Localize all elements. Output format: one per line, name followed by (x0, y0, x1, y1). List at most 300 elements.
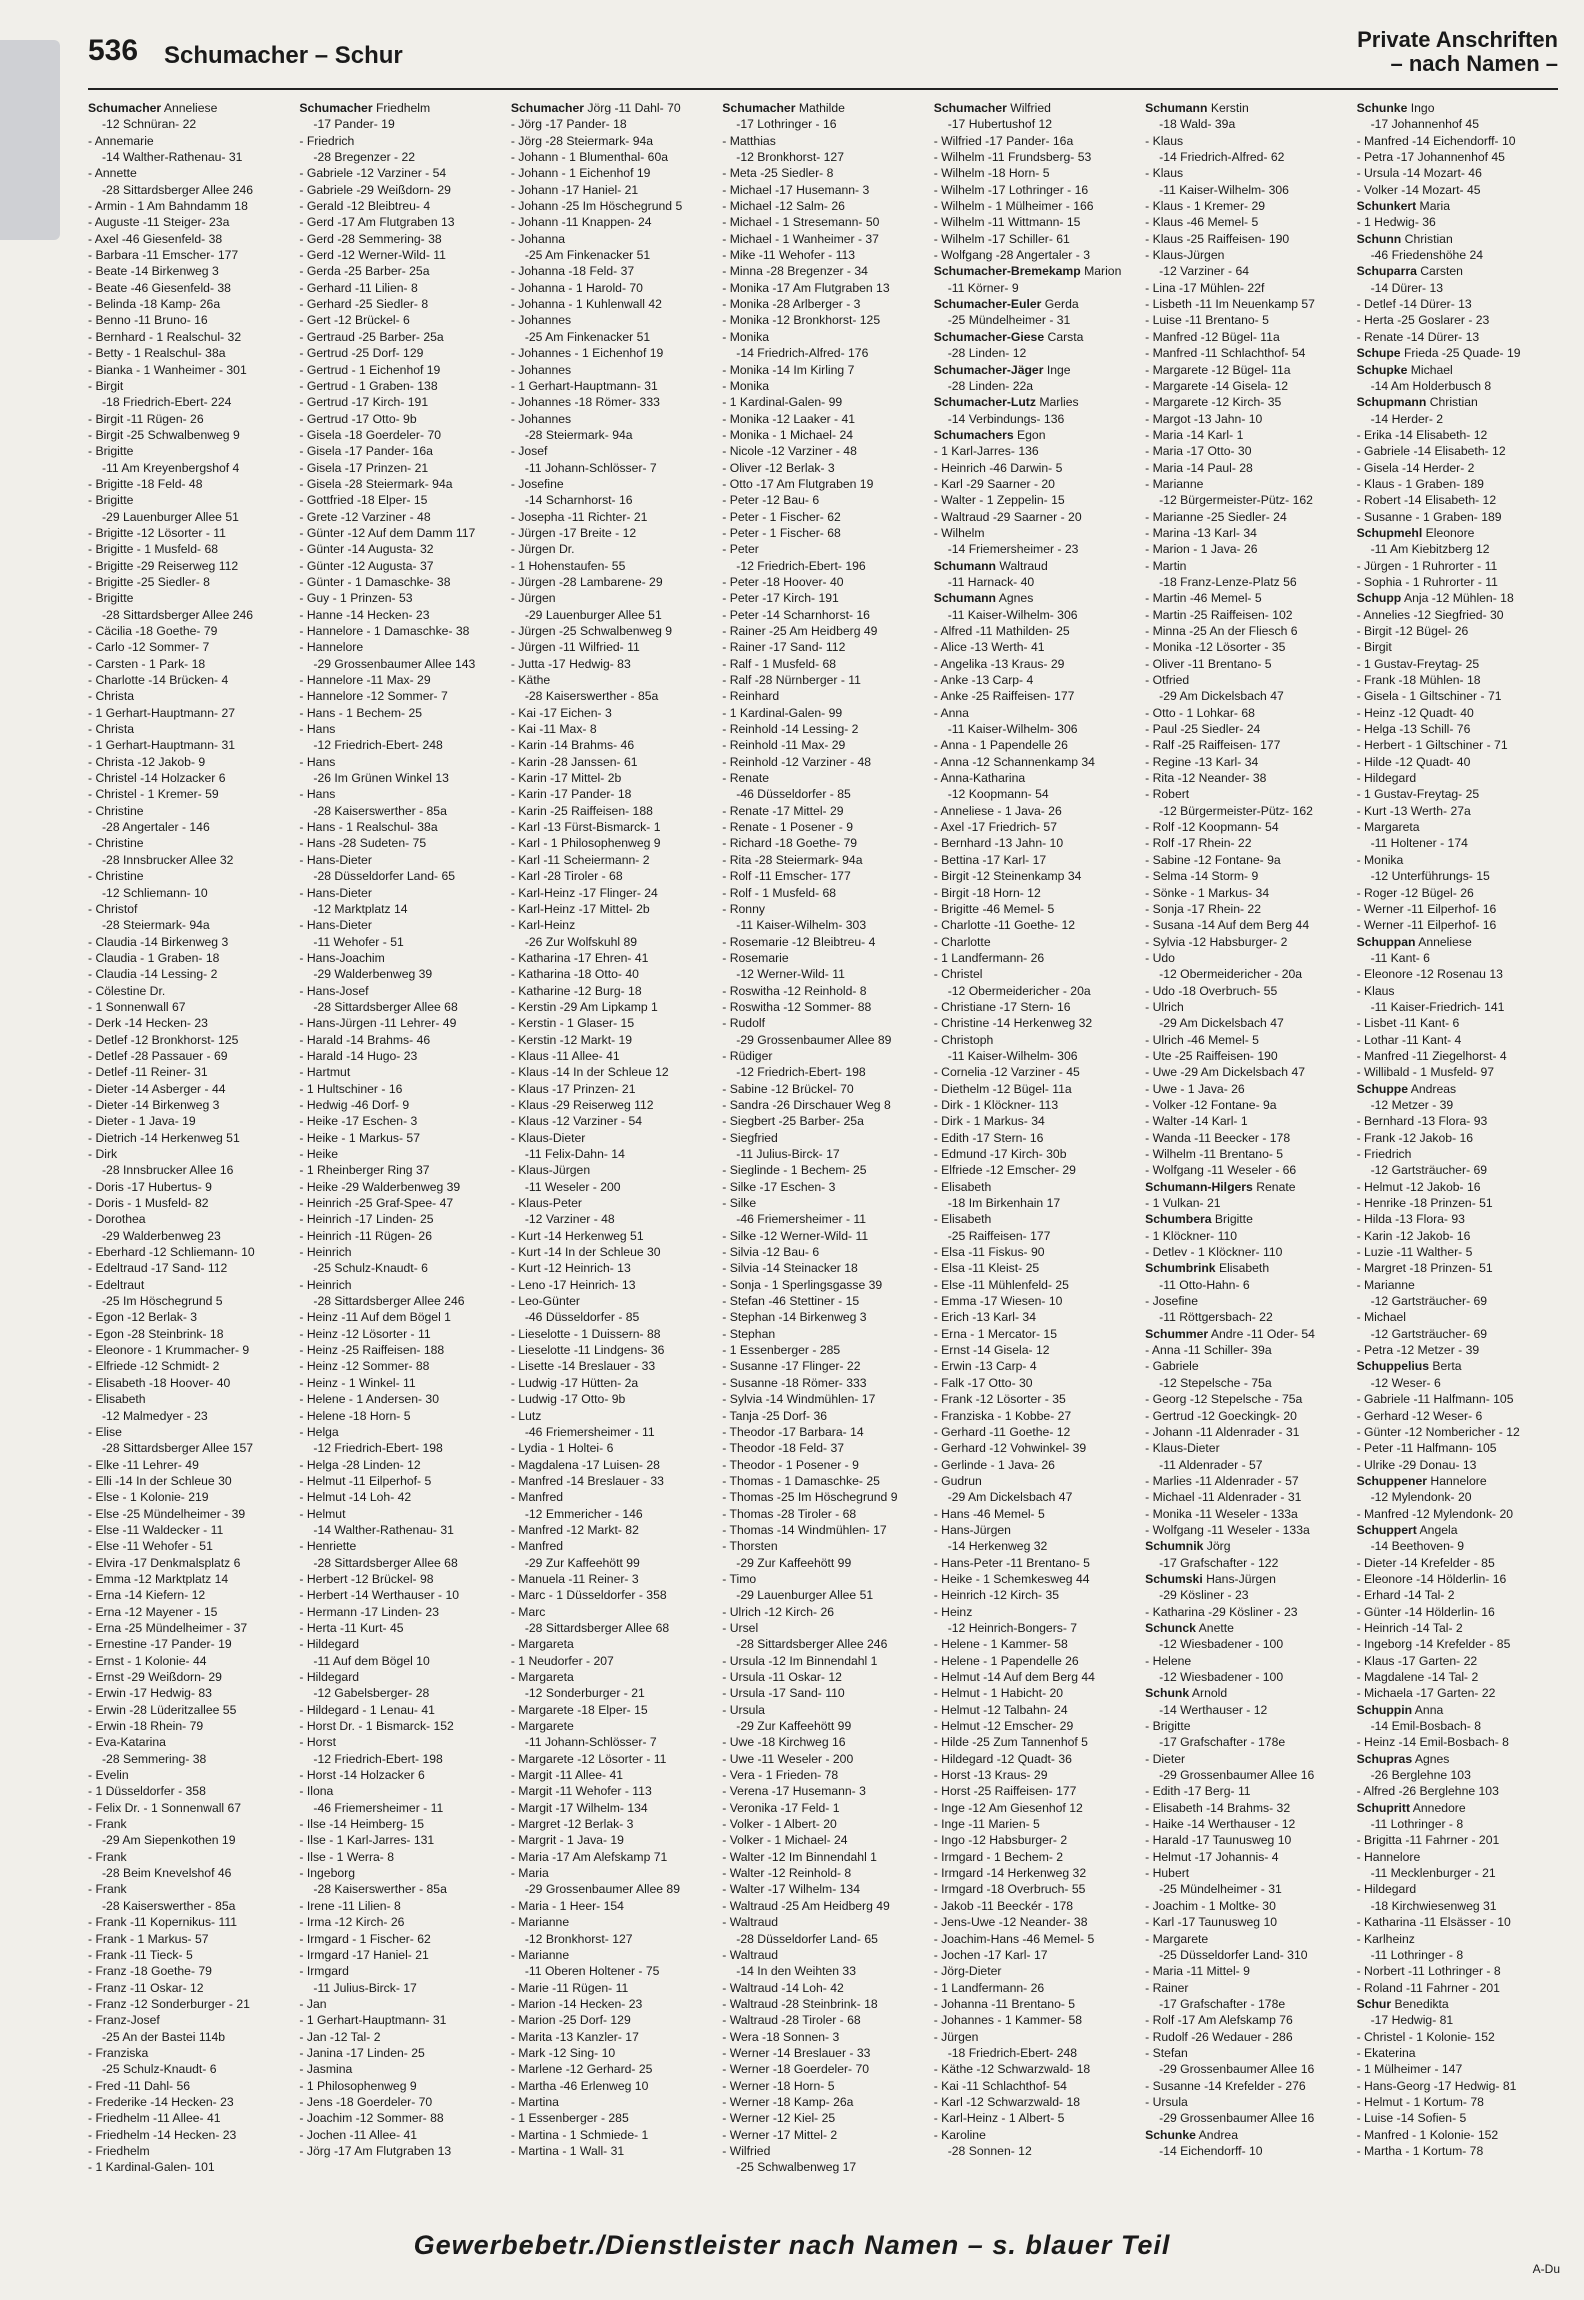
directory-line: - Johannes - 1 Kammer- 58 (933, 2013, 1083, 2028)
directory-line: -11 Kant- 6 (1370, 950, 1430, 965)
directory-line: - Hans-Joachim (299, 950, 385, 965)
directory-line: - Rolf -17 Rhein- 22 (1145, 836, 1252, 851)
directory-line: - 1 Landfermann- 26 (933, 950, 1045, 965)
directory-line: -25 Düsseldorfer Land- 310 (1159, 1947, 1308, 1962)
directory-line: - Kai -17 Eichen- 3 (510, 705, 612, 720)
directory-column (1357, 100, 1558, 2180)
surname: Schumacher-Euler (933, 297, 1042, 312)
directory-line: -11 Mecklenburger - 21 (1370, 1866, 1496, 1881)
directory-line: - Roswitha -12 Reinhold- 8 (722, 983, 867, 998)
directory-line: - Siegbert -25 Barber- 25a (722, 1114, 864, 1129)
surname-entry (1357, 1800, 1558, 1816)
directory-line: - Dieter -14 Asberger - 44 (88, 1081, 226, 1096)
given-name: Anette (1195, 1620, 1234, 1635)
given-name: Renate (1252, 1179, 1296, 1194)
directory-line: -14 In den Weihten 33 (736, 1964, 856, 1979)
directory-line: - Heinrich -46 Darwin- 5 (933, 460, 1063, 475)
given-name: Marion (1080, 264, 1122, 279)
directory-line: - Wilhelm (933, 525, 985, 540)
directory-line: - Benno -11 Bruno- 16 (88, 313, 208, 328)
directory-line: - Herbert - 1 Giltschiner - 71 (1356, 738, 1508, 753)
directory-line: - Klaus -46 Memel- 5 (1145, 215, 1259, 230)
directory-line: - Hans (299, 722, 336, 737)
directory-line: - Hartmut (299, 1065, 351, 1080)
directory-line: -11 Kaiser-Wilhelm- 306 (1159, 182, 1289, 197)
directory-line: -28 Sittardsberger Allee 68 (313, 999, 458, 1014)
directory-line: - Heinrich (299, 1277, 352, 1292)
directory-line: - Johann -17 Haniel- 21 (510, 182, 639, 197)
directory-line: - Kai -11 Max- 8 (510, 722, 597, 737)
footer-corner-mark: A-Du (1532, 2262, 1560, 2276)
surname: Schupras (1356, 1751, 1413, 1766)
directory-line: - Gertrud -17 Otto- 9b (299, 411, 417, 426)
directory-line: -12 Friedrich-Ebert- 196 (736, 558, 866, 573)
directory-line: - Monika -14 Im Kirling 7 (722, 362, 855, 377)
directory-line: -29 Walderbenweg 23 (102, 1228, 221, 1243)
directory-line: - Helmut - 1 Habicht- 20 (933, 1686, 1064, 1701)
directory-line: - Frank -12 Lösorter - 35 (933, 1392, 1066, 1407)
directory-line: -12 Obermeidericher - 20a (947, 983, 1091, 998)
directory-line: - Hans-Dieter (299, 852, 372, 867)
directory-line: -11 Kaiser-Wilhelm- 306 (947, 1048, 1078, 1063)
given-name: Waltraud (996, 558, 1048, 573)
directory-line: - Peter (722, 542, 759, 557)
surname: Schunk (1145, 1686, 1190, 1701)
directory-line: - Helga -28 Linden- 12 (299, 1457, 421, 1472)
directory-line: - Gerhard -12 Vohwinkel- 39 (933, 1441, 1087, 1456)
directory-line: - Manfred -11 Ziegelhorst- 4 (1356, 1048, 1507, 1063)
directory-line: - Franz -11 Oskar- 12 (88, 1980, 204, 1995)
directory-line: - Wilhelm -11 Brentano- 5 (1145, 1147, 1284, 1161)
directory-line: - Hans-Jürgen -11 Lehrer- 49 (299, 1016, 457, 1031)
directory-line: - Uwe - 1 Java- 26 (1145, 1081, 1245, 1096)
directory-line: - Gertraud -25 Barber- 25a (299, 329, 444, 344)
directory-line: - Waltraud -14 Loh- 42 (722, 1980, 844, 1995)
directory-line: -11 Johann-Schlösser- 7 (524, 1735, 657, 1750)
directory-line: - Otfried (1145, 673, 1190, 688)
directory-line: - Wolfgang -11 Weseler - 133a (1145, 1522, 1310, 1537)
directory-line: -28 Innsbrucker Allee 16 (102, 1163, 234, 1178)
section-title-line2: – nach Namen – (1390, 51, 1558, 76)
directory-line: - Ursula (1145, 2094, 1188, 2109)
directory-line: - Rolf - 1 Musfeld- 68 (722, 885, 837, 900)
directory-line: - Irmgard -14 Herkenweg 32 (933, 1866, 1087, 1881)
directory-line: - Doris - 1 Musfeld- 82 (88, 1196, 209, 1211)
directory-line: - Jakob -11 Beeckér - 178 (933, 1898, 1074, 1913)
directory-line: - Werner -11 Eilperhof- 16 (1356, 918, 1497, 933)
surname: Schunke (1145, 2127, 1196, 2142)
directory-line: - Kurt -13 Werth- 27a (1356, 803, 1471, 818)
directory-line: - Gerhard -12 Weser- 6 (1356, 1408, 1483, 1423)
directory-line: -14 Walther-Rathenau- 31 (313, 1522, 454, 1537)
directory-line: - Johann -11 Aldenrader - 31 (1145, 1424, 1300, 1439)
surname: Schumnik (1145, 1539, 1204, 1554)
directory-line: - Gertrud - 1 Graben- 138 (299, 378, 438, 393)
surname-entry (934, 100, 1135, 116)
directory-line: - Haike -14 Werthauser - 12 (1145, 1817, 1296, 1832)
directory-line: - Magdalene -14 Tal- 2 (1356, 1670, 1479, 1684)
directory-line: -29 Zur Kaffeehött 99 (524, 1555, 640, 1570)
directory-line: -11 Am Kiebitzberg 12 (1370, 542, 1490, 557)
directory-line: - Hanne -14 Hecken- 23 (299, 607, 430, 622)
directory-line: - Bernhard -13 Jahn- 10 (933, 836, 1064, 851)
section-title (1357, 28, 1558, 76)
directory-line: - Margareta (510, 1670, 574, 1684)
directory-line: - Klaus-Dieter (510, 1130, 586, 1145)
directory-line: - Wilfried (722, 2143, 771, 2158)
directory-line: - Erich -13 Karl- 34 (933, 1310, 1036, 1325)
directory-line: - Paul -25 Siedler- 24 (1145, 722, 1261, 737)
directory-line: - Jens -18 Goerdeler- 70 (299, 2094, 433, 2109)
directory-line: - Johannes (510, 411, 572, 426)
directory-line: - Egon -12 Berlak- 3 (88, 1310, 198, 1325)
directory-line: - Selma -14 Storm- 9 (1145, 869, 1259, 884)
directory-line: - Diethelm -12 Bügel- 11a (933, 1081, 1072, 1096)
surname: Schumacher-Jäger (933, 362, 1044, 377)
directory-line: -11 Lothringer - 8 (1370, 1817, 1464, 1832)
directory-line: - Thomas - 1 Damaschke- 25 (722, 1473, 880, 1488)
directory-line: - Waltraud -29 Saarner - 20 (933, 509, 1082, 524)
directory-line: - Christine -14 Herkenweg 32 (933, 1016, 1093, 1031)
directory-line: - Michael -12 Salm- 26 (722, 199, 845, 214)
directory-line: - Karl -29 Saarner - 20 (933, 476, 1055, 491)
directory-line: - Brigitte -25 Siedler- 8 (88, 574, 210, 589)
directory-line: - Rolf -17 Am Alefskamp 76 (1145, 2013, 1293, 2028)
directory-line: -18 Franz-Lenze-Platz 56 (1159, 574, 1297, 589)
directory-line: -28 Kaiserswerther - 85a (102, 1898, 236, 1913)
directory-line: - Manfred -11 Schlachthof- 54 (1145, 346, 1306, 361)
directory-line: - Beate -46 Giesenfeld- 38 (88, 280, 231, 295)
directory-line: - Heike -17 Eschen- 3 (299, 1114, 418, 1129)
directory-line: - Michael -11 Aldenrader - 31 (1145, 1490, 1302, 1505)
directory-line: - Karl - 1 Philosophenweg 9 (510, 836, 661, 851)
directory-line: -11 Holtener - 174 (1370, 836, 1468, 851)
directory-line: - Günter - 1 Damaschke- 38 (299, 574, 451, 589)
directory-line: -12 Friedrich-Ebert- 198 (313, 1751, 443, 1766)
directory-line: - Silke -17 Eschen- 3 (722, 1179, 836, 1194)
directory-line: - Josefine (1145, 1294, 1198, 1309)
surname-entry (934, 427, 1135, 443)
directory-line: - Ulrich (1145, 999, 1184, 1014)
directory-line: - Klaus -11 Allee- 41 (510, 1048, 620, 1063)
directory-line: - Hilde -12 Quadt- 40 (1356, 754, 1471, 769)
directory-line: -29 Zur Kaffeehött 99 (736, 1555, 852, 1570)
directory-line: - Gertrud -25 Dorf- 129 (299, 346, 424, 361)
directory-line: - Erna -12 Mayener - 15 (88, 1604, 218, 1619)
directory-line: - Dieter -14 Birkenweg 3 (88, 1097, 220, 1112)
given-name: Brigitte (1211, 1212, 1253, 1227)
directory-line: - Werner -18 Goerdeler- 70 (722, 2062, 870, 2077)
directory-line: - Frank (88, 1817, 127, 1832)
directory-line: - Helga (299, 1424, 339, 1439)
directory-line: - Peter -11 Halfmann- 105 (1356, 1441, 1497, 1456)
directory-line: -29 Am Dickelsbach 47 (947, 1490, 1073, 1505)
directory-line: - Siegfried (722, 1130, 778, 1145)
directory-line: - Margarete -18 Elper- 15 (510, 1702, 648, 1717)
surname-entry (722, 100, 923, 116)
surname: Schupmehl (1356, 525, 1423, 540)
page-range: Schumacher – Schur (164, 42, 403, 69)
directory-line: - Hildegard (1356, 771, 1417, 786)
directory-line: - Irene -11 Lilien- 8 (299, 1898, 401, 1913)
directory-line: - Joachim - 1 Moltke- 30 (1145, 1898, 1276, 1913)
directory-line: - Minna -28 Bregenzer - 34 (722, 264, 868, 279)
directory-line: - Günter -14 Augusta- 32 (299, 542, 434, 557)
directory-line: - Ursula -12 Im Binnendahl 1 (722, 1653, 878, 1668)
given-name: Christian (1401, 231, 1453, 246)
directory-line: -29 Kösliner - 23 (1159, 1588, 1249, 1603)
directory-line: - Ernst -29 Weißdorn- 29 (88, 1670, 222, 1684)
surname: Schumann (933, 558, 997, 573)
directory-line: -18 Kirchwiesenweg 31 (1370, 1898, 1497, 1913)
directory-line: - Stephan -14 Birkenweg 3 (722, 1310, 867, 1325)
surname: Schupp (1356, 591, 1402, 606)
directory-line: - Luise -11 Brentano- 5 (1145, 313, 1269, 328)
directory-line: - Georg -12 Stepelsche - 75a (1145, 1392, 1303, 1407)
directory-line: - Dirk - 1 Markus- 34 (933, 1114, 1045, 1129)
directory-line: - Sabine -12 Fontane- 9a (1145, 852, 1281, 867)
directory-line: - Theodor -17 Barbara- 14 (722, 1424, 864, 1439)
directory-line: - Peter -14 Scharnhorst- 16 (722, 607, 870, 622)
directory-line: - Robert -14 Elisabeth- 12 (1356, 493, 1497, 508)
surname-entry (299, 100, 500, 116)
directory-line: - Elisabeth -14 Brahms- 32 (1145, 1800, 1291, 1815)
directory-line: - Birgit -12 Steinenkamp 34 (933, 869, 1082, 884)
directory-line: - Thomas -14 Windmühlen- 17 (722, 1522, 887, 1537)
directory-line: - Oliver -12 Berlak- 3 (722, 460, 835, 475)
surname-entry (934, 263, 1135, 279)
directory-line: - Derk -14 Hecken- 23 (88, 1016, 208, 1031)
directory-line: - Jörg -17 Pander- 18 (510, 117, 627, 132)
given-name: Wilfried (1006, 101, 1051, 115)
directory-line: - Charlotte (933, 934, 991, 949)
surname-entry (934, 590, 1135, 606)
directory-line: - Johannes (510, 313, 572, 328)
directory-line: - Werner -18 Horn- 5 (722, 2078, 835, 2093)
directory-line: - Günter -12 Nombericher - 12 (1356, 1424, 1520, 1439)
directory-line: - Franziska - 1 Kobbe- 27 (933, 1408, 1072, 1423)
directory-line: -28 Düsseldorfer Land- 65 (313, 869, 456, 884)
directory-line: - Ralf - 1 Musfeld- 68 (722, 656, 837, 671)
directory-line: - Edith -17 Berg- 11 (1145, 1784, 1251, 1799)
directory-line: - Franz -18 Goethe- 79 (88, 1964, 212, 1979)
directory-line: - Stefan -46 Stettiner - 15 (722, 1294, 860, 1309)
directory-line: -12 Stepelsche - 75a (1159, 1375, 1272, 1390)
directory-line: - Horst (299, 1735, 336, 1750)
directory-line: - Monika (722, 378, 770, 393)
directory-line: - Karl-Heinz -17 Flinger- 24 (510, 885, 658, 900)
directory-line: - 1 Rheinberger Ring 37 (299, 1163, 430, 1178)
directory-line: - Irmgard - 1 Fischer- 62 (299, 1931, 431, 1946)
directory-line: -28 Sittardsberger Allee 246 (736, 1637, 888, 1652)
directory-line: - Hedwig -46 Dorf- 9 (299, 1097, 410, 1112)
directory-line: - Ursula -14 Mozart- 46 (1356, 166, 1482, 181)
directory-line: - Edeltraud -17 Sand- 112 (88, 1261, 228, 1276)
directory-line: - Rainer (1145, 1980, 1189, 1995)
directory-line: - Johanna (510, 231, 566, 246)
directory-line: - Brigitte - 1 Musfeld- 68 (88, 542, 219, 557)
directory-line: - Waltraud (722, 1947, 779, 1962)
directory-line: - 1 Gerhart-Hauptmann- 31 (88, 738, 235, 753)
directory-line: -12 Gartsträucher- 69 (1370, 1326, 1488, 1341)
directory-line: -11 Oberen Holtener - 75 (524, 1964, 660, 1979)
directory-line: - Maria -14 Paul- 28 (1145, 460, 1253, 475)
directory-line: - Gisela -28 Steiermark- 94a (299, 476, 453, 491)
directory-line: - Marianne (1145, 476, 1204, 491)
given-name: Frieda -25 Quade- 19 (1400, 346, 1521, 361)
directory-line: -14 Verbindungs- 136 (947, 411, 1065, 426)
directory-line: - Gerd -12 Werner-Wild- 11 (299, 248, 446, 263)
directory-line: -28 Düsseldorfer Land- 65 (736, 1931, 878, 1946)
directory-line: - Karl -17 Taunusweg 10 (1145, 1915, 1278, 1930)
directory-line: - Bernhard - 1 Realschul- 32 (88, 329, 242, 344)
directory-line: - Renate (722, 771, 770, 786)
directory-line: - Monika -17 Am Flutgraben 13 (722, 280, 890, 295)
given-name: Carsten (1416, 264, 1463, 279)
directory-line: - Heinz -12 Quadt- 40 (1356, 705, 1474, 720)
given-name: Anneliese (1415, 934, 1472, 949)
directory-line: - Ursel (722, 1620, 759, 1635)
directory-line: - Johanna - 1 Kuhlenwall 42 (510, 297, 662, 312)
directory-line: - Matthias (722, 133, 776, 148)
directory-line: - Eleonore - 1 Krummacher- 9 (88, 1343, 250, 1358)
directory-line: -17 Lothringer - 16 (736, 117, 837, 132)
directory-line: - Marianne (510, 1915, 570, 1930)
surname-entry (1357, 231, 1558, 247)
directory-line: - Silvia -12 Bau- 6 (722, 1245, 820, 1260)
directory-line: - Hilde -25 Zum Tannenhof 5 (933, 1735, 1088, 1750)
directory-line: - Frank -12 Jakob- 16 (1356, 1130, 1474, 1145)
directory-line: - Helene - 1 Papendelle 26 (933, 1653, 1079, 1668)
directory-columns (88, 100, 1558, 2180)
directory-line: -11 Johann-Schlösser- 7 (524, 460, 657, 475)
directory-line: - Barbara -11 Emscher- 177 (88, 248, 239, 263)
directory-line: -29 Grossenbaumer Allee 143 (313, 656, 476, 671)
directory-line: - Wilhelm - 1 Mülheimer - 166 (933, 199, 1094, 214)
directory-line: - Wolfgang -28 Angertaler - 3 (933, 248, 1090, 263)
directory-line: - Alfred -26 Berglehne 103 (1356, 1784, 1499, 1799)
directory-line: - Heike - 1 Markus- 57 (299, 1130, 420, 1145)
directory-line: -12 Emmericher - 146 (524, 1506, 643, 1521)
directory-line: - Kai -11 Schlachthof- 54 (933, 2078, 1067, 2093)
directory-line: -14 Friedrich-Alfred- 176 (736, 346, 869, 361)
directory-line: - Hans-Dieter (299, 885, 372, 900)
directory-line: - Rolf -12 Koopmann- 54 (1145, 820, 1279, 835)
directory-line: - Detlef -28 Passauer - 69 (88, 1048, 228, 1063)
directory-line: - Henrike -18 Prinzen- 51 (1356, 1196, 1493, 1211)
given-name: Marlies (1035, 395, 1079, 410)
directory-line: -25 Im Höschegrund 5 (102, 1294, 223, 1309)
directory-line: - 1 Hedwig- 36 (1356, 215, 1436, 230)
directory-line: - Wilhelm -11 Wittmann- 15 (933, 215, 1081, 230)
directory-line: - Jörg -17 Am Flutgraben 13 (299, 2143, 452, 2158)
directory-line: - Inge -12 Am Giesenhof 12 (933, 1800, 1083, 1815)
directory-line: - Martina - 1 Wall- 31 (510, 2143, 625, 2158)
directory-line: - Sönke - 1 Markus- 34 (1145, 885, 1270, 900)
directory-line: - Charlotte -11 Goethe- 12 (933, 918, 1076, 933)
directory-line: - Brigitte -18 Feld- 48 (88, 476, 203, 491)
directory-line: - Karin -28 Janssen- 61 (510, 754, 638, 769)
directory-line: - Elli -14 In der Schleue 30 (88, 1473, 232, 1488)
directory-line: - Werner -17 Mittel- 2 (722, 2127, 838, 2142)
surname-entry (1357, 1702, 1558, 1718)
directory-line: - Kerstin - 1 Glaser- 15 (510, 1016, 635, 1031)
directory-line: - Ulrike -29 Donau- 13 (1356, 1457, 1477, 1472)
directory-line: - Klaus-Jürgen (1145, 248, 1225, 263)
directory-line: - Sandra -26 Dirschauer Weg 8 (722, 1097, 891, 1112)
directory-line: - Werner -11 Eilperhof- 16 (1356, 901, 1497, 916)
directory-line: -14 Beethoven- 9 (1370, 1539, 1465, 1554)
directory-line: - Marc - 1 Düsseldorfer - 358 (510, 1588, 667, 1603)
directory-line: - Brigitte (88, 493, 134, 508)
surname: Schupmann (1356, 395, 1427, 410)
directory-line: - Lina -17 Mühlen- 22f (1145, 280, 1265, 295)
directory-line: - Wera -18 Sonnen- 3 (722, 2029, 840, 2044)
directory-line: - Josepha -11 Richter- 21 (510, 509, 648, 524)
directory-line: - Ralf -25 Raiffeisen- 177 (1145, 738, 1281, 753)
directory-line: -28 Bregenzer - 22 (313, 150, 416, 165)
given-name: Benedikta (1391, 1996, 1449, 2011)
directory-line: - Hans - 1 Bechem- 25 (299, 705, 423, 720)
directory-line: - Monika -28 Arlberger - 3 (722, 297, 861, 312)
directory-line: - Hannelore -11 Max- 29 (299, 673, 431, 688)
directory-line: - Claudia - 1 Graben- 18 (88, 950, 220, 965)
directory-line: - Heinz - 1 Winkel- 11 (299, 1375, 416, 1390)
directory-line: - Helmut -14 Loh- 42 (299, 1490, 412, 1505)
surname: Schumacher (722, 101, 796, 115)
directory-line: - 1 Gerhart-Hauptmann- 27 (88, 705, 235, 720)
directory-line: -12 Weser- 6 (1370, 1375, 1441, 1390)
directory-line: -11 Lothringer - 8 (1370, 1947, 1464, 1962)
directory-line: - Heike -29 Walderbenweg 39 (299, 1179, 461, 1194)
directory-line: - Dorothea (88, 1212, 146, 1227)
directory-line: - Martin -46 Memel- 5 (1145, 591, 1262, 606)
directory-line: - Uwe -11 Weseler - 200 (722, 1751, 854, 1766)
directory-line: - Helga -13 Schill- 76 (1356, 722, 1471, 737)
directory-line: - Karin -17 Pander- 18 (510, 787, 632, 802)
directory-line: - Ludwig -17 Otto- 9b (510, 1392, 626, 1407)
directory-line: - Hildegard - 1 Lenau- 41 (299, 1702, 435, 1717)
given-name: Eleonore (1422, 525, 1475, 540)
directory-line: - Karl-Heinz -17 Mittel- 2b (510, 901, 650, 916)
directory-line: - Gerhard -11 Goethe- 12 (933, 1424, 1071, 1439)
surname: Schumacher-Bremekamp (933, 264, 1081, 279)
directory-line: - Monika (722, 329, 770, 344)
directory-line: - 1 Gerhart-Hauptmann- 31 (299, 2013, 447, 2028)
directory-line: - Eleonore -14 Hölderlin- 16 (1356, 1571, 1507, 1586)
directory-line: - Martha -46 Erlenweg 10 (510, 2078, 649, 2093)
directory-line: - Hildegard (299, 1670, 360, 1684)
directory-line: - Kerstin -12 Markt- 19 (510, 1032, 633, 1047)
surname: Schunke (1356, 101, 1408, 115)
surname-entry (1357, 1473, 1558, 1489)
directory-line: - Helene -18 Horn- 5 (299, 1408, 411, 1423)
directory-line: - Anna -12 Schannenkamp 34 (933, 754, 1095, 769)
directory-line: - Jan (299, 1996, 327, 2011)
directory-line: - Gisela -18 Goerdeler- 70 (299, 427, 441, 442)
directory-line: -28 Angertaler - 146 (102, 820, 210, 835)
directory-line: - Jürgen (510, 591, 556, 606)
directory-line: - Klaus -12 Varziner - 54 (510, 1114, 643, 1129)
directory-line: - Walter -12 Im Binnendahl 1 (722, 1849, 877, 1864)
surname: Schur (1356, 1996, 1392, 2011)
directory-line: - Gabriele (1145, 1359, 1199, 1374)
directory-line: - Ingeborg (299, 1866, 355, 1881)
surname: Schumann (933, 591, 997, 606)
directory-line: -11 Röttgersbach- 22 (1159, 1310, 1273, 1325)
directory-line: - Henriette (299, 1539, 357, 1554)
directory-line: - Margot -13 Jahn- 10 (1145, 411, 1263, 426)
